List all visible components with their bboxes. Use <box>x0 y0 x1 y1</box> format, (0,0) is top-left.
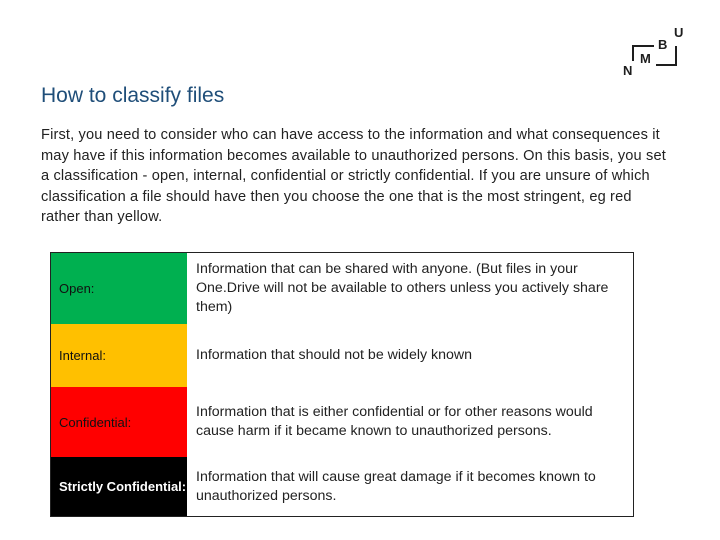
classification-label: Open: <box>51 253 187 324</box>
classification-table <box>50 252 634 517</box>
nmbu-logo <box>618 26 690 78</box>
classification-description: Information that will cause great damage if it becomes known to unauthorized persons. <box>196 468 596 504</box>
page-title: How to classify files <box>41 84 225 107</box>
classification-label: Confidential: <box>51 387 187 457</box>
classification-description: Information that should not be widely known <box>196 347 473 363</box>
classification-label: Strictly Confidential: <box>51 457 187 516</box>
logo-line-left <box>632 45 634 61</box>
classification-row-strictly-confidential <box>51 457 633 516</box>
intro-paragraph: First, you need to consider who can have access to the information and what consequences it may have if this information becomes available to unauthorized persons. On this basis, you set a classification - open, internal, confidential or strictly confidential. If you are unsure of which classification a file should have then you choose the one that is the most stringent, eg red rather than yellow. <box>41 127 666 226</box>
logo-line-right <box>675 46 677 66</box>
logo-line-bottom <box>656 64 676 66</box>
logo-letter-m: M <box>640 51 651 66</box>
classification-row-internal <box>51 324 633 387</box>
logo-letter-b: B <box>658 37 668 52</box>
logo-letter-u: U <box>674 25 684 40</box>
classification-row-open <box>51 253 633 324</box>
classification-row-confidential <box>51 387 633 457</box>
logo-letter-n: N <box>623 63 633 78</box>
classification-description: Information that is either confidential or for other reasons would cause harm if it became known to unauthorized persons. <box>196 404 593 439</box>
logo-line-top <box>632 45 654 47</box>
classification-description: Information that can be shared with anyone. (But files in your One.Drive will not be available to others unless you actively share them) <box>196 261 609 315</box>
classification-label: Internal: <box>51 324 187 387</box>
